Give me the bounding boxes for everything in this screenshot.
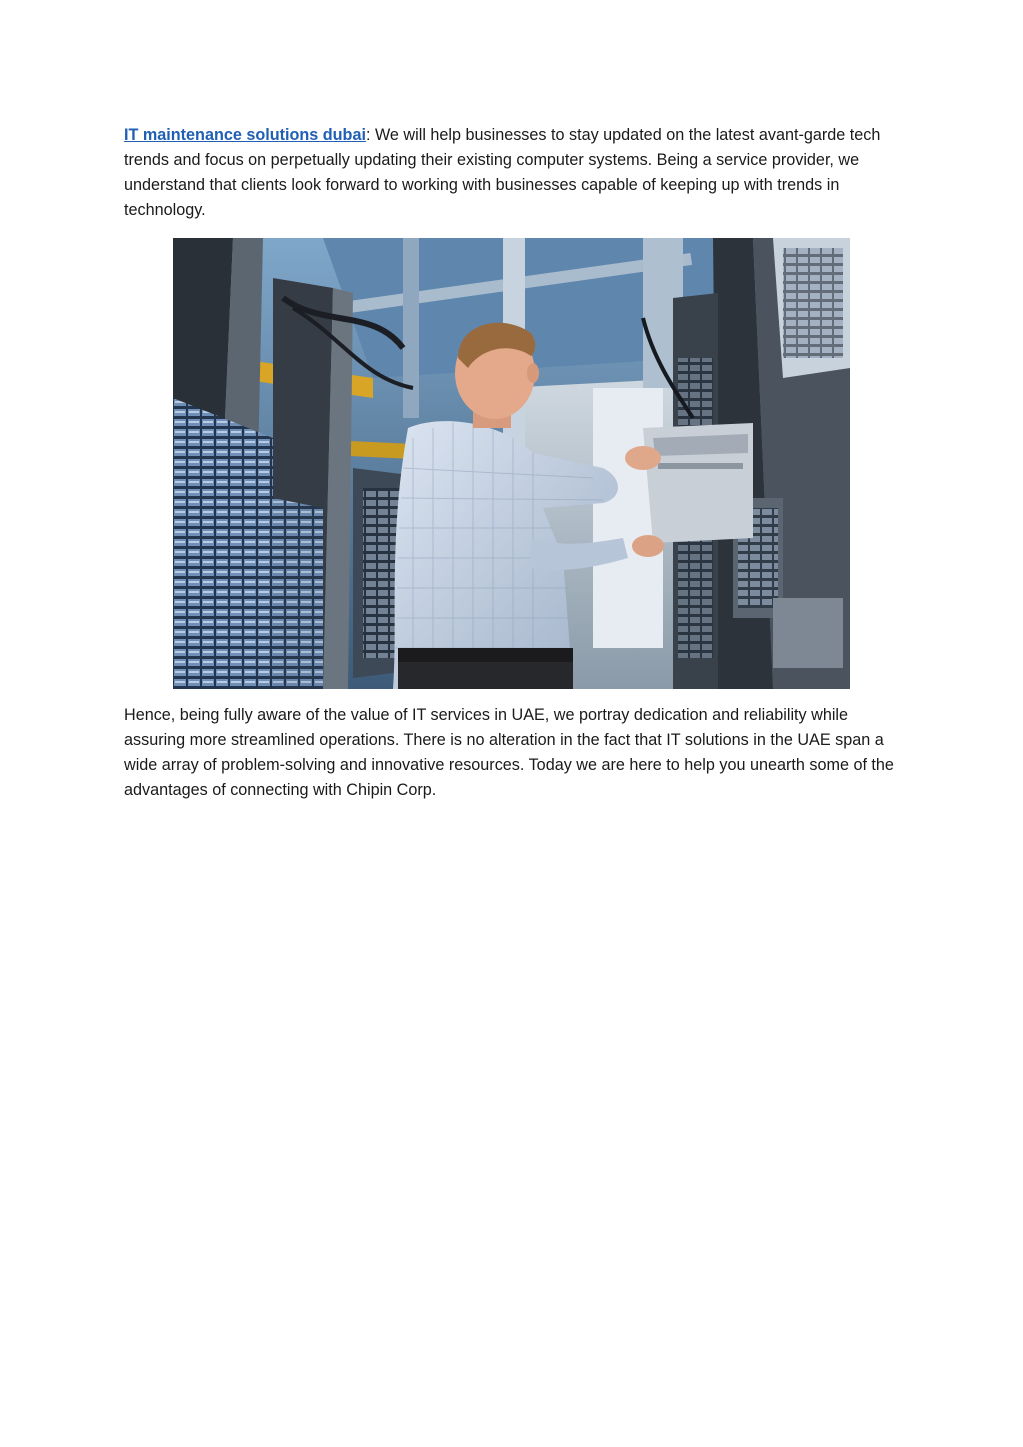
intro-paragraph-text: : We will help businesses to stay updated on the latest avant-garde tech trends and focus on perpetually updating their existing computer systems. Being a service provider, we understand that clients look forward to working with businesses capable of keeping up with trends in technology. (124, 126, 881, 219)
second-paragraph: Hence, being fully aware of the value of IT services in UAE, we portray dedication and reliability while assuring more streamlined operations. There is no alteration in the fact that IT solutions in the UAE span a wide array of problem-solving and innovative resources. Today we are here to help you unearth some of the advantages of connecting with Chipin Corp. (124, 706, 894, 799)
it-maintenance-link[interactable]: IT maintenance solutions dubai (124, 126, 366, 144)
server-room-photo (173, 238, 850, 689)
intro-paragraph (124, 123, 899, 223)
server-room-illustration (173, 238, 850, 689)
